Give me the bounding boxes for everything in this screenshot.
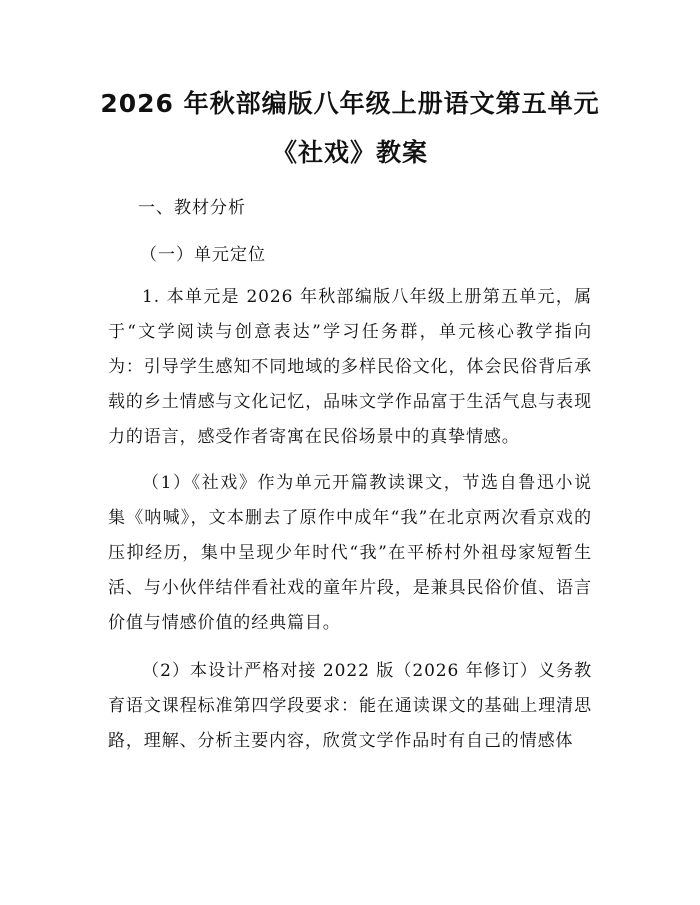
- paragraph-curriculum-standard: （2）本设计严格对接 2022 版（2026 年修订）义务教育语文课程标准第四学段要求：能在通读课文的基础上理清思路，理解、分析主要内容，欣赏文学作品时有自己的情感体: [108, 661, 592, 751]
- paragraph-unit-overview: 1. 本单元是 2026 年秋部编版八年级上册第五单元，属于“文学阅读与创意表达”学习任务群，单元核心教学指向为：引导学生感知不同地域的多样民俗文化，体会民俗背后承载的乡土情感与文化记忆，品味文学作品富于生活气息与表现力的语言，感受作者寄寓在民俗场景中的真挚情感。: [108, 287, 592, 447]
- section-heading-teaching-material-analysis: 一、教材分析: [138, 198, 246, 218]
- subsection-heading-unit-positioning: （一）单元定位: [140, 245, 266, 265]
- document-title-line-2: 《社戏》教案: [271, 138, 428, 167]
- paragraph-text-introduction: （1）《社戏》作为单元开篇教读课文，节选自鲁迅小说集《呐喊》，文本删去了原作中成年“我”在北京两次看京戏的压抑经历，集中呈现少年时代“我”在平桥村外祖母家短暂生活、与小伙伴结伴看社戏的童年片段，是兼具民俗价值、语言价值与情感价值的经典篇目。: [108, 473, 592, 633]
- document-title-line-1: 2026 年秋部编版八年级上册语文第五单元: [100, 89, 600, 118]
